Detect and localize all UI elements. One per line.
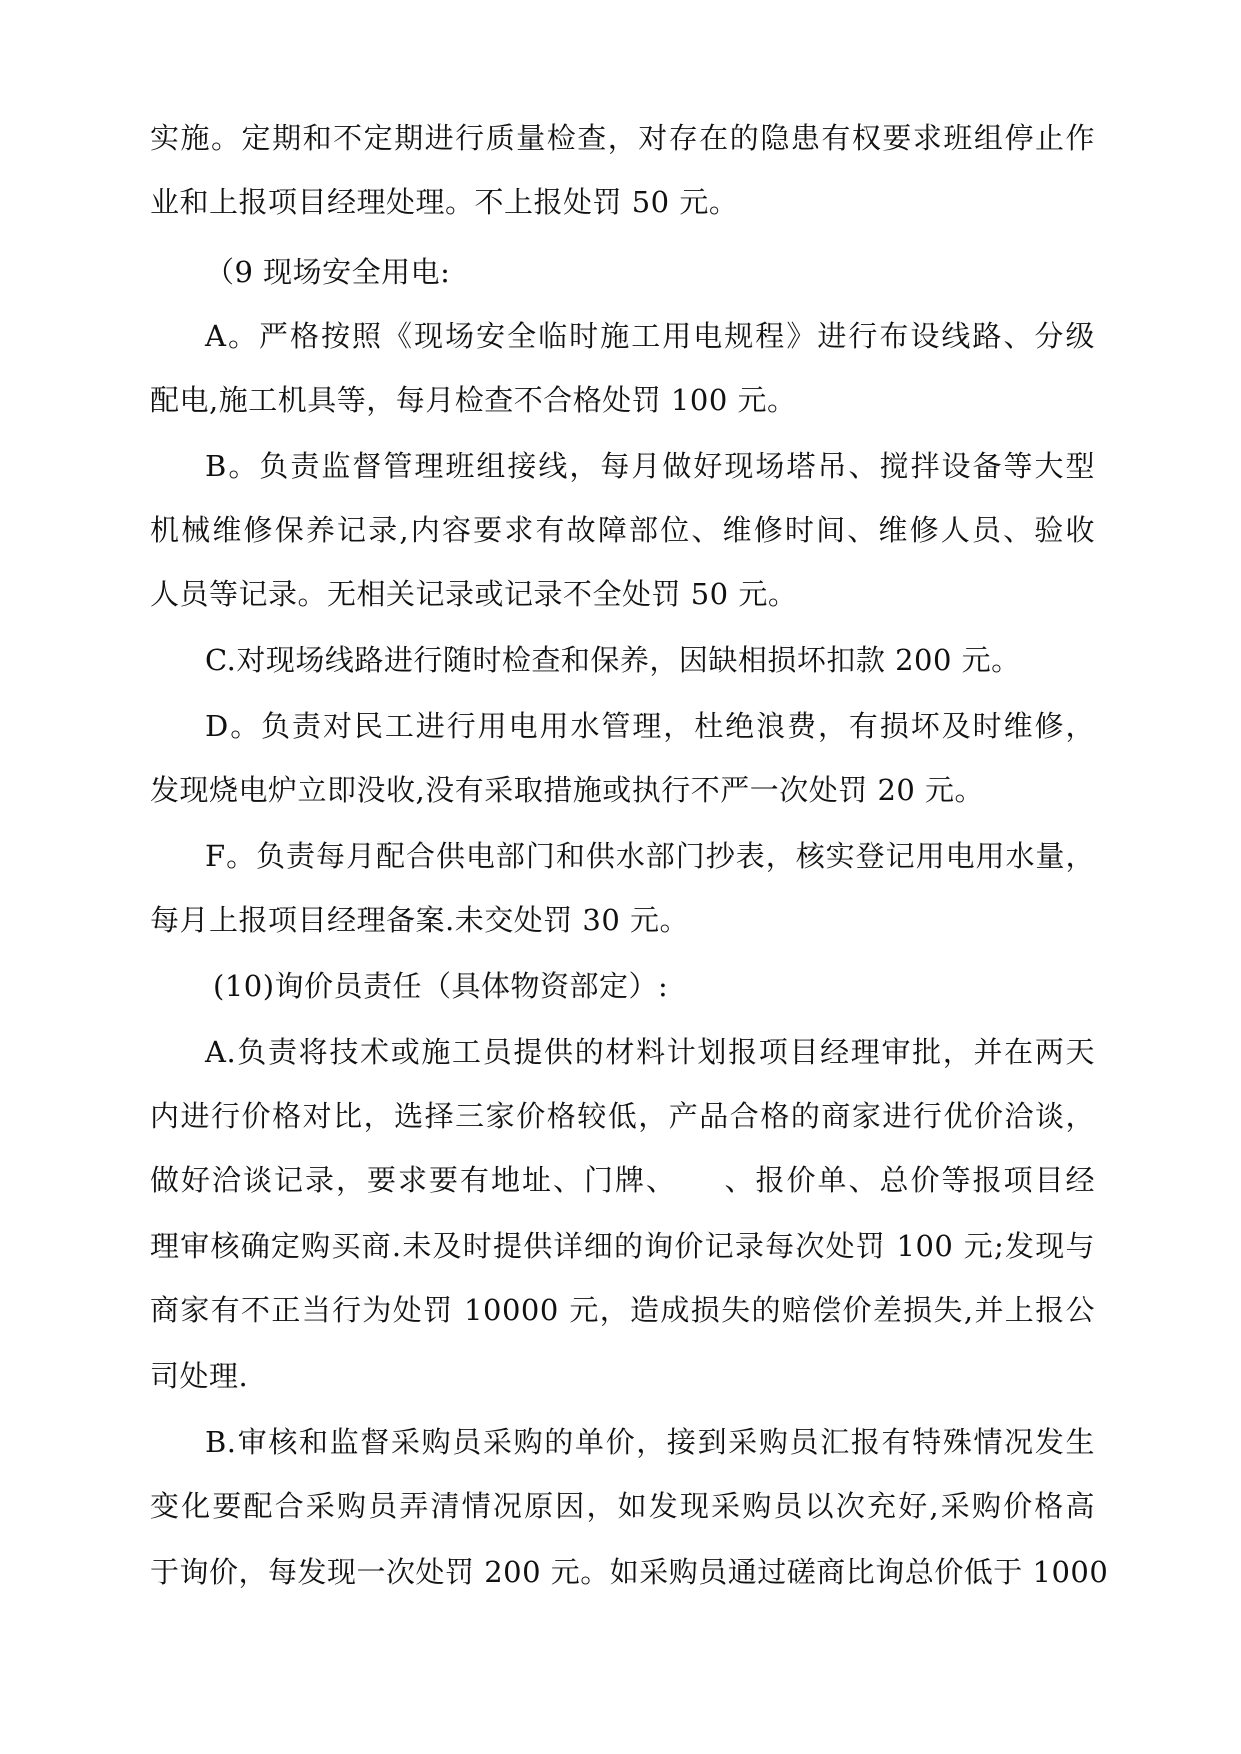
- paragraph-line: 机械维修保养记录,内容要求有故障部位、维修时间、维修人员、验收: [150, 513, 1095, 547]
- paragraph-line: D。负责对民工进行用电用水管理，杜绝浪费，有损坏及时维修，: [205, 709, 1095, 743]
- paragraph-line: 理审核确定购买商.未及时提供详细的询价记录每次处罚 100 元;发现与: [150, 1229, 1095, 1263]
- paragraph-line: B。负责监督管理班组接线，每月做好现场塔吊、搅拌设备等大型: [205, 449, 1095, 483]
- paragraph-line: 每月上报项目经理备案.未交处罚 30 元。: [150, 903, 690, 937]
- paragraph-line: 发现烧电炉立即没收,没有采取措施或执行不严一次处罚 20 元。: [150, 773, 985, 807]
- paragraph-line: 于询价，每发现一次处罚 200 元。如采购员通过磋商比询总价低于 1000: [150, 1555, 1109, 1589]
- paragraph-line: A。严格按照《现场安全临时施工用电规程》进行布设线路、分级: [205, 319, 1095, 353]
- paragraph-line: 商家有不正当行为处罚 10000 元，造成损失的赔偿价差损失,并上报公: [150, 1293, 1095, 1327]
- section-heading: （9 现场安全用电:: [205, 255, 451, 289]
- paragraph-line: 配电,施工机具等，每月检查不合格处罚 100 元。: [150, 383, 797, 417]
- paragraph-line: 司处理.: [150, 1359, 249, 1393]
- paragraph-line: 内进行价格对比，选择三家价格较低，产品合格的商家进行优价洽谈，: [150, 1099, 1095, 1133]
- paragraph-line: C.对现场线路进行随时检查和保养，因缺相损坏扣款 200 元。: [205, 643, 1021, 677]
- paragraph-line: 变化要配合采购员弄清情况原因，如发现采购员以次充好,采购价格高: [150, 1489, 1095, 1523]
- paragraph-line: 业和上报项目经理处理。不上报处罚 50 元。: [150, 185, 739, 219]
- paragraph-line: 人员等记录。无相关记录或记录不全处罚 50 元。: [150, 577, 798, 611]
- paragraph-line: F。负责每月配合供电部门和供水部门抄表，核实登记用电用水量，: [205, 839, 1095, 873]
- paragraph-line: 做好洽谈记录，要求要有地址、门牌、 、报价单、总价等报项目经: [150, 1163, 1095, 1197]
- paragraph-line: B.审核和监督采购员采购的单价，接到采购员汇报有特殊情况发生: [205, 1425, 1095, 1459]
- paragraph-line: 实施。定期和不定期进行质量检查，对存在的隐患有权要求班组停止作: [150, 121, 1095, 155]
- section-heading: (10)询价员责任（具体物资部定）:: [213, 969, 669, 1003]
- paragraph-line: A.负责将技术或施工员提供的材料计划报项目经理审批，并在两天: [205, 1035, 1095, 1069]
